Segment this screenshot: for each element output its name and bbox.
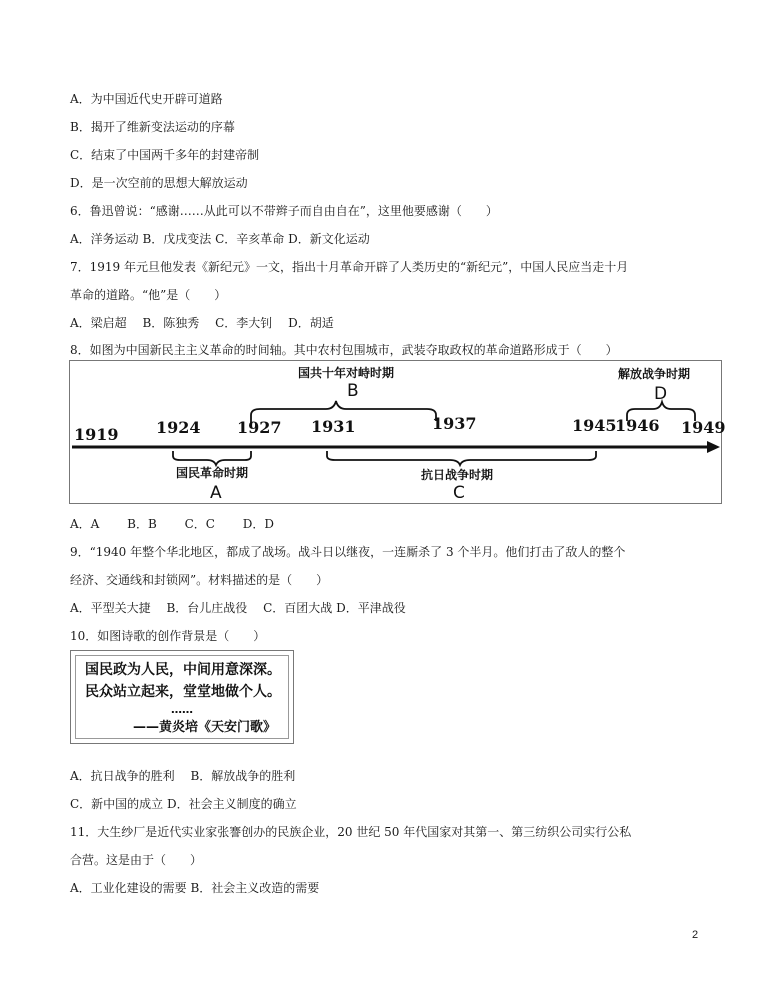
- question-11-options: A．工业化建设的需要 B．社会主义改造的需要: [70, 881, 320, 895]
- question-9-stem-cont: 经济、交通线和封锁网”。材料描述的是（ ）: [70, 573, 329, 587]
- period-d-label: 解放战争时期: [618, 367, 691, 381]
- year-label: 1927: [237, 418, 282, 437]
- question-10-stem: 10．如图诗歌的创作背景是（ ）: [70, 629, 266, 643]
- timeline-arrowhead: [707, 441, 720, 453]
- period-c-brace: [327, 451, 596, 465]
- question-9-stem: 9．“1940 年整个华北地区，都成了战场。战斗日以继夜，一连厮杀了 3 个半月。他们打击了敌人的整个: [70, 545, 626, 559]
- year-label: 1945: [572, 416, 617, 435]
- year-label: 1919: [74, 425, 119, 444]
- question-7-stem: 7．1919 年元旦他发表《新纪元》一文，指出十月革命开辟了人类历史的“新纪元”，中国人民应当走十月: [70, 260, 629, 274]
- period-c-label: 抗日战争时期: [421, 468, 494, 482]
- page-number: 2: [692, 929, 699, 941]
- question-7-stem-cont: 革命的道路。“他”是（ ）: [70, 288, 227, 302]
- timeline-svg: [70, 361, 726, 503]
- poem-attribution: ——黄炎培《天安门歌》: [133, 720, 277, 735]
- period-a-letter: A: [210, 483, 222, 503]
- question-10-options: A．抗日战争的胜利 B．解放战争的胜利: [70, 769, 296, 783]
- question-8-options: A．A B．B C．C D．D: [70, 517, 275, 531]
- poem-line: 国民政为人民，中间用意深深。: [85, 662, 281, 678]
- question-6-stem: 6．鲁迅曾说：“感谢……从此可以不带辫子而自由自在”，这里他要感谢（ ）: [70, 204, 498, 218]
- option-line: B．揭开了维新变法运动的序幕: [70, 120, 235, 134]
- question-9-options: A．平型关大捷 B．台儿庄战役 C．百团大战 D．平津战役: [70, 601, 406, 615]
- period-d-letter: D: [654, 384, 668, 404]
- option-line: A．为中国近代史开辟可道路: [70, 92, 223, 106]
- poem-figure: [70, 650, 294, 744]
- question-10-options-cont: C．新中国的成立 D．社会主义制度的确立: [70, 797, 297, 811]
- question-6-options: A．洋务运动 B．戊戌变法 C．辛亥革命 D．新文化运动: [70, 232, 370, 246]
- timeline-figure: [69, 360, 726, 504]
- question-11-stem: 11．大生纱厂是近代实业家张謇创办的民族企业，20 世纪 50 年代国家对其第一、第三纺织公司实行公私: [70, 825, 632, 839]
- question-7-options: A．梁启超 B．陈独秀 C．李大钊 D．胡适: [70, 316, 334, 330]
- period-b-letter: B: [347, 381, 359, 401]
- question-8-stem: 8．如图为中国新民主主义革命的时间轴。其中农村包围城市，武装夺取政权的革命道路形成于（ ）: [70, 343, 618, 357]
- poem-ellipsis: ……: [171, 703, 193, 716]
- year-label: 1937: [432, 414, 477, 433]
- year-label: 1946: [615, 416, 660, 435]
- poem-line: 民众站立起来，堂堂地做个人。: [85, 684, 281, 700]
- option-line: D．是一次空前的思想大解放运动: [70, 176, 248, 190]
- period-c-letter: C: [453, 483, 465, 503]
- year-label: 1931: [311, 417, 356, 436]
- period-b-label: 国共十年对峙时期: [298, 366, 395, 380]
- question-11-stem-cont: 合营。这是由于（ ）: [70, 853, 203, 867]
- option-line: C．结束了中国两千多年的封建帝制: [70, 148, 260, 162]
- year-label: 1924: [156, 418, 201, 437]
- year-label: 1949: [681, 418, 726, 437]
- period-a-label: 国民革命时期: [176, 466, 249, 480]
- period-a-brace: [173, 451, 251, 465]
